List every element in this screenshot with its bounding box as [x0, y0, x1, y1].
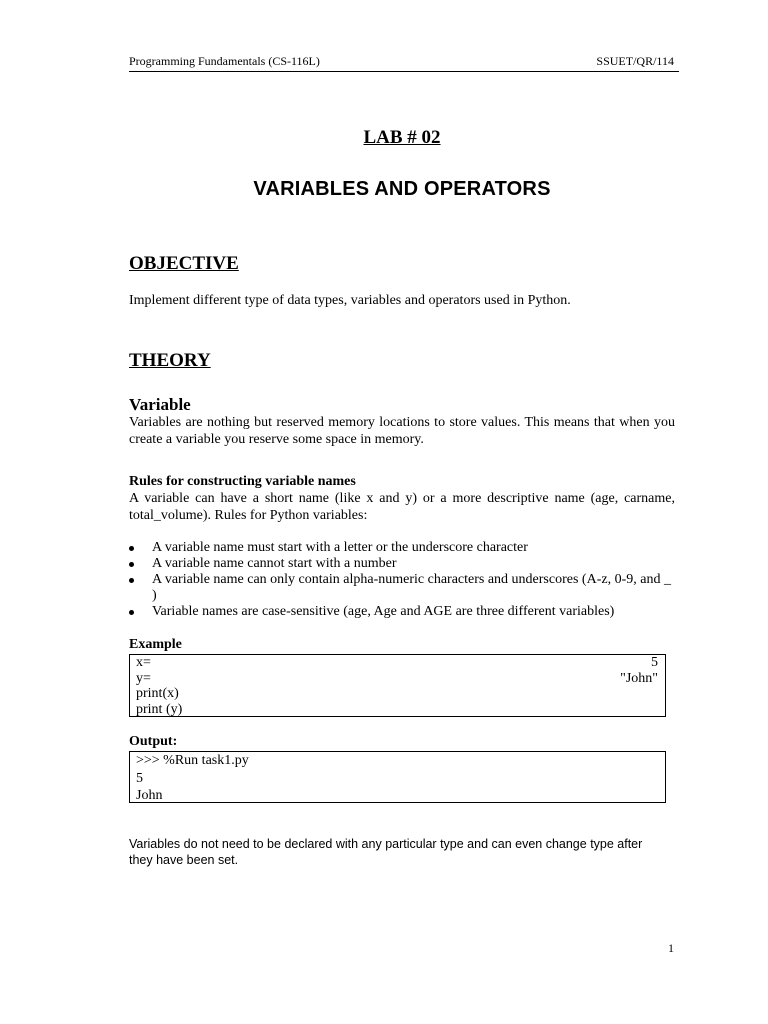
rule-text: A variable name can only contain alpha-numeric characters and underscores (A-z, 0-9, and _ )	[152, 572, 671, 603]
code-text: y=	[136, 670, 151, 686]
example-heading: Example	[129, 637, 182, 652]
lab-title: LAB # 02	[363, 127, 441, 148]
rule-text: A variable name cannot start with a number	[152, 556, 397, 571]
bullet-icon	[129, 546, 134, 551]
list-item	[129, 540, 679, 556]
example-code-box	[129, 654, 666, 717]
theory-heading: THEORY	[129, 350, 211, 371]
output-line: John	[136, 788, 163, 803]
rule-text: A variable name must start with a letter or the underscore character	[152, 540, 528, 555]
output-line: 5	[136, 770, 143, 786]
variable-text: Variables are nothing but reserved memory locations to store values. This means that when you create a variable you reserve some space in memory.	[129, 415, 675, 447]
code-value: 5	[651, 655, 658, 670]
variable-heading: Variable	[129, 395, 191, 414]
page-number: 1	[668, 941, 674, 955]
output-line: >>> %Run task1.py	[136, 753, 249, 768]
code-line	[130, 671, 665, 687]
objective-text: Implement different type of data types, variables and operators used in Python.	[129, 293, 571, 308]
code-line	[130, 702, 665, 718]
rules-text: A variable can have a short name (like x and y) or a more descriptive name (age, carname, total_volume). Rules for Python variables:	[129, 491, 675, 523]
document-title: VARIABLES AND OPERATORS	[253, 178, 551, 200]
header-course: Programming Fundamentals (CS-116L)	[129, 54, 320, 68]
header-rule	[129, 71, 679, 72]
list-item	[129, 572, 679, 604]
rule-text: Variable names are case-sensitive (age, Age and AGE are three different variables)	[152, 604, 615, 619]
output-box	[129, 751, 666, 803]
rules-list	[129, 540, 679, 620]
header-code: SSUET/QR/114	[596, 54, 674, 68]
output-heading: Output:	[129, 734, 178, 749]
bullet-icon	[129, 578, 134, 583]
rules-heading: Rules for constructing variable names	[129, 474, 356, 489]
list-item	[129, 604, 679, 620]
code-text: print (y)	[136, 701, 183, 717]
bullet-icon	[129, 562, 134, 567]
bullet-icon	[129, 610, 134, 615]
code-text: print(x)	[136, 686, 179, 701]
closing-text: Variables do not need to be declared with any particular type and can even change type after they have been set.	[129, 837, 643, 867]
code-text: x=	[136, 655, 151, 670]
code-line	[130, 686, 665, 702]
code-value: "John"	[620, 670, 658, 686]
code-line	[130, 655, 665, 671]
list-item	[129, 556, 679, 572]
objective-heading: OBJECTIVE	[129, 253, 239, 274]
